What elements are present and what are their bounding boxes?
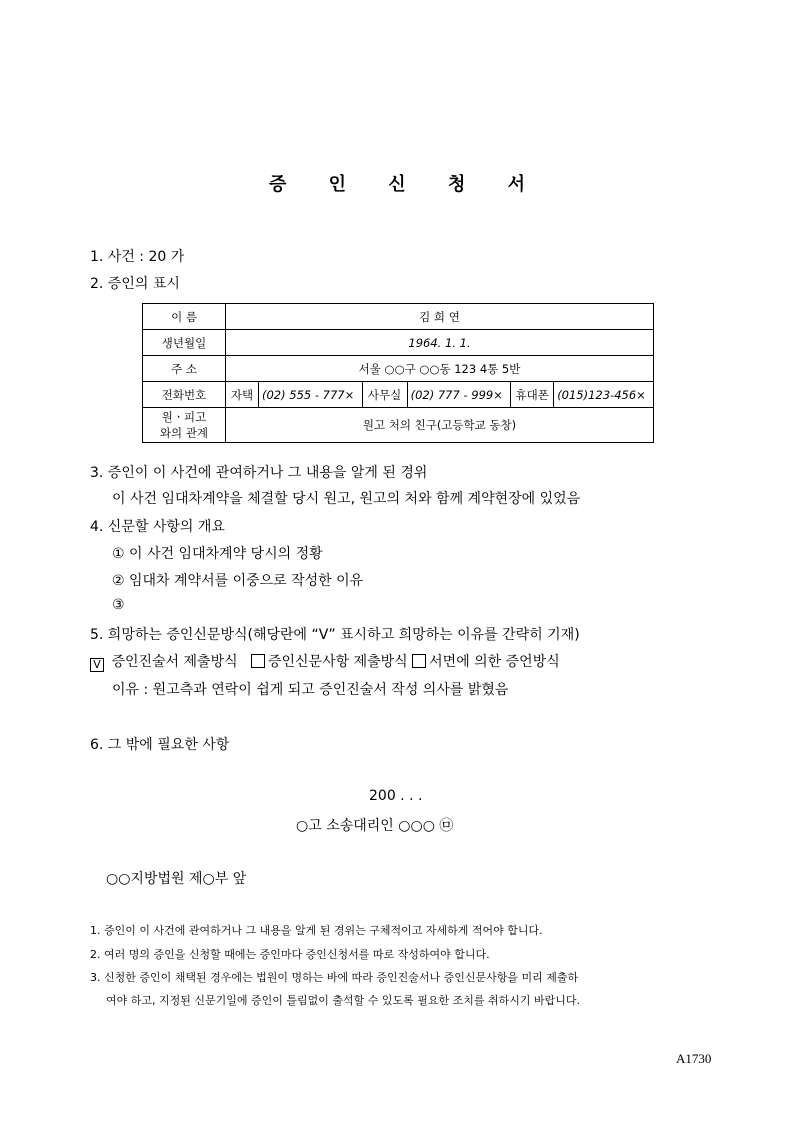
office-label: 사무실 [362,382,407,408]
home-value: (02) 555 - 777× [259,382,363,408]
home-label: 자택 [226,382,259,408]
note-2: 2. 여러 명의 증인을 신청할 때에는 증인마다 증인신청서를 따로 작성하여야 합니다. [90,948,490,961]
section5-heading: 5. 희망하는 증인신문방식(해당란에 “V” 표시하고 희망하는 이유를 간략히 기재) [90,627,580,643]
document-title: 증 인 신 청 서 [268,174,543,195]
form-code: A1730 [676,1051,712,1066]
address-value: 서울 ○○구 ○○동 123 4통 5반 [226,356,654,382]
section6-heading: 6. 그 밖에 필요한 사항 [90,737,230,753]
section3-text: 이 사건 임대차계약을 체결할 당시 원고, 원고의 처와 함께 계약현장에 있었음 [112,491,581,507]
section4-heading: 4. 신문할 사항의 개요 [90,519,225,535]
relation-label-line2: 와의 관계 [159,426,209,440]
birth-value: 1964. 1. 1. [226,330,654,356]
relation-value: 원고 처의 친구(고등학교 동창) [226,408,654,443]
mobile-value: (015)123-456× [554,382,654,408]
case-line: 1. 사건 : 20 가 [90,249,185,265]
address-label: 주 소 [143,356,226,382]
date-line: 200 . . . [369,788,423,804]
section4-item-1: ① 이 사건 임대차계약 당시의 정황 [112,546,323,562]
option-statement: 증인진술서 제출방식 [111,654,238,670]
note-1: 1. 증인이 이 사건에 관여하거나 그 내용을 알게 된 경위는 구체적이고 자세하게 적어야 합니다. [90,924,543,937]
mobile-label: 휴대폰 [511,382,554,408]
option-written: 서면에 의한 증언방식 [429,654,560,670]
office-value: (02) 777 - 999× [407,382,511,408]
witness-heading: 2. 증인의 표시 [90,276,180,292]
signature-line: ○고 소송대리인 ○○○ ㉤ [296,818,454,834]
section5-reason: 이유 : 원고측과 연락이 쉽게 되고 증인진술서 작성 의사를 밝혔음 [112,682,509,698]
section4-item-3: ③ [112,597,125,613]
option-questions: 증인신문사항 제출방식 [267,654,408,670]
checkbox-unchecked[interactable] [412,654,426,668]
birth-label: 생년월일 [143,330,226,356]
section3-heading: 3. 증인이 이 사건에 관여하거나 그 내용을 알게 된 경위 [90,465,428,481]
section4-item-2: ② 임대차 계약서를 이중으로 작성한 이유 [112,573,364,589]
relation-label [143,408,226,443]
section5-options [90,651,560,672]
name-label: 이 름 [143,304,226,330]
checkbox-unchecked[interactable] [251,654,265,668]
witness-info-table [142,303,654,443]
checkbox-checked[interactable]: V [90,658,104,672]
relation-label-line1: 원ㆍ피고 [161,410,207,424]
court-line: ○○지방법원 제○부 앞 [106,871,247,887]
note-3: 3. 신청한 증인이 채택된 경우에는 법원이 명하는 바에 따라 증인진술서나 증인신문사항을 미리 제출하 [90,971,579,984]
note-3-cont: 여야 하고, 지정된 신문기일에 증인이 틀림없이 출석할 수 있도록 필요한 조치를 취하시기 바랍니다. [106,994,580,1007]
name-value: 김 희 연 [226,304,654,330]
phone-label: 전화번호 [143,382,226,408]
